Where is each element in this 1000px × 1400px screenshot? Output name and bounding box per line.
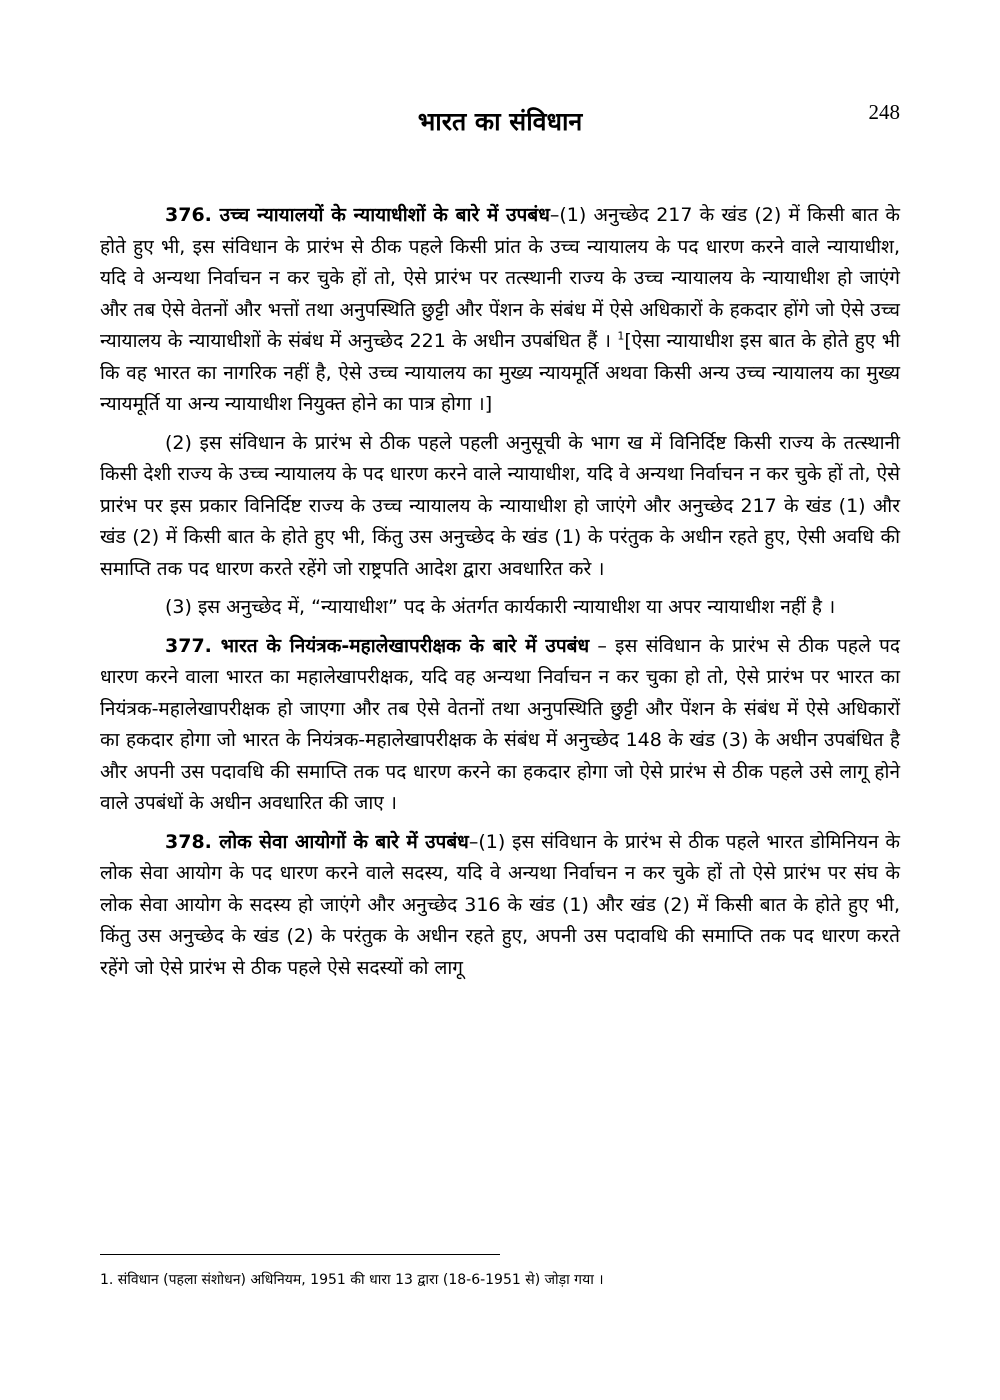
- footnote: 1. संविधान (पहला संशोधन) अधिनियम, 1951 की धारा 13 द्वारा (18-6-1951 से) जोड़ा गया ।: [100, 1272, 604, 1288]
- footnote-marker: 1: [617, 329, 625, 343]
- article-376-clause-3: (3) इस अनुच्छेद में, “न्यायाधीश” पद के अंतर्गत कार्यकारी न्यायाधीश या अपर न्यायाधीश नहीं है ।: [165, 596, 836, 618]
- article-376-clause-2: (2) इस संविधान के प्रारंभ से ठीक पहले पहली अनुसूची के भाग ख में विनिर्दिष्ट किसी राज्य के तत्स्थानी किसी देशी राज्य के उच्च न्यायालय के पद धारण करने वाले न्यायाधीश, यदि वे अन्यथा निर्वाचन न कर चुके हों तो, ऐसे प्रारंभ पर इस प्रकार विनिर्दिष्ट राज्य के उच्च न्यायालय के न्यायाधीश हो जाएंगे और अनुच्छेद 217 के खंड (1) और खंड (2) में किसी बात के होते हुए भी, किंतु उस अनुच्छेद के खंड (1) के परंतुक के अधीन रहते हुए, ऐसी अवधि की समाप्ति तक पद धारण करते रहेंगे जो राष्ट्रपति आदेश द्वारा अवधारित करे ।: [100, 431, 900, 580]
- article-377-heading: 377. भारत के नियंत्रक-महालेखापरीक्षक के बारे में उपबंध: [165, 634, 590, 657]
- page-header: [0, 100, 1000, 140]
- footnote-divider: [100, 1254, 500, 1255]
- article-377-text: – इस संविधान के प्रारंभ से ठीक पहले पद धारण करने वाला भारत का महालेखापरीक्षक, यदि वह अन्यथा निर्वाचन न कर चुका हो तो, ऐसे प्रारंभ पर भारत का नियंत्रक-महालेखापरीक्षक हो जाएगा और तब ऐसे वेतनों तथा अनुपस्थिति छुट्टी और पेंशन के संबंध में ऐसे अधिकारों का हकदार होगा जो भारत के नियंत्रक-महालेखापरीक्षक के संबंध में अनुच्छेद 148 के खंड (3) के अधीन उपबंधित है और अपनी उस पदावधि की समाप्ति तक पद धारण करने का हकदार होगा जो ऐसे प्रारंभ से ठीक पहले उसे लागू होने वाले उपबंधों के अधीन अवधारित की जाए ।: [100, 634, 900, 814]
- article-378-clause-1: [100, 827, 900, 985]
- article-378-heading: 378. लोक सेवा आयोगों के बारे में उपबंध: [165, 830, 469, 853]
- running-title: भारत का संविधान: [417, 107, 583, 136]
- document-body: [100, 200, 900, 991]
- article-376-heading: 376. उच्च न्यायालयों के न्यायाधीशों के बारे में उपबंध: [165, 204, 550, 226]
- article-377: [100, 631, 900, 820]
- article-378-text: –(1) इस संविधान के प्रारंभ से ठीक पहले भारत डोमिनियन के लोक सेवा आयोग के पद धारण करने वाले सदस्य, यदि वे अन्यथा निर्वाचन न कर चुके हों तो ऐसे प्रारंभ पर संघ के लोक सेवा आयोग के सदस्य हो जाएंगे और अनुच्छेद 316 के खंड (1) और खंड (2) में किसी बात के होते हुए भी, किंतु उस अनुच्छेद के खंड (2) के परंतुक के अधीन रहते हुए, अपनी उस पदावधि की समाप्ति तक पद धारण करते रहेंगे जो ऐसे प्रारंभ से ठीक पहले ऐसे सदस्यों को लागू: [100, 830, 900, 979]
- article-376-text: –(1) अनुच्छेद 217 के खंड (2) में किसी बात के होते हुए भी, इस संविधान के प्रारंभ से ठीक पहले किसी प्रांत के उच्च न्यायालय के पद धारण करने वाले न्यायाधीश, यदि वे अन्यथा निर्वाचन न कर चुके हों तो, ऐसे प्रारंभ पर तत्स्थानी राज्य के उच्च न्यायालय के न्यायाधीश हो जाएंगे और तब ऐसे वेतनों और भत्तों तथा अनुपस्थिति छुट्टी और पेंशन के संबंध में ऐसे अधिकारों के हकदार होंगे जो ऐसे उच्च न्यायालय के न्यायाधीशों के संबंध में अनुच्छेद 221 के अधीन उपबंधित हैं ।: [100, 204, 900, 352]
- article-376-inserted-text: [ऐसा न्यायाधीश इस बात के होते हुए भी कि वह भारत का नागरिक नहीं है, ऐसे उच्च न्यायालय का मुख्य न्यायमूर्ति अथवा किसी अन्य उच्च न्यायालय का मुख्य न्यायमूर्ति या अन्य न्यायाधीश नियुक्त होने का पात्र होगा ।]: [100, 330, 900, 415]
- page-number: 248: [868, 100, 900, 124]
- article-376-clause-1: [100, 200, 900, 421]
